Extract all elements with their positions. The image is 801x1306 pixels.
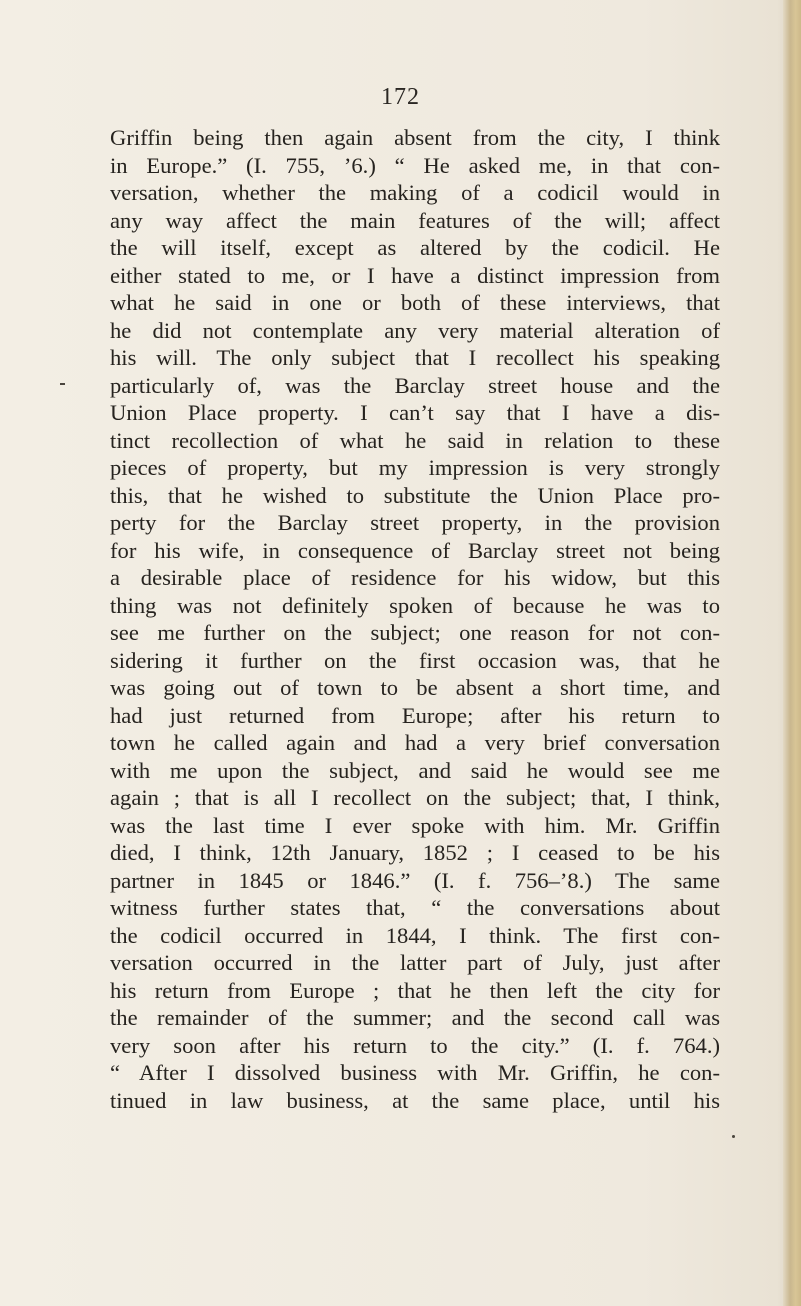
text-line: either stated to me, or I have a distinct impression from — [110, 262, 720, 288]
page-number: 172 — [381, 84, 420, 110]
text-line: thing was not definitely spoken of because he was to — [110, 592, 720, 618]
margin-mark — [60, 383, 65, 385]
text-line: the will itself, except as altered by the codicil. He — [110, 235, 720, 260]
text-line: died, I think, 12th January, 1852 ; I ceased to be his — [110, 840, 720, 865]
text-line: “ After I dissolved business with Mr. Griffin, he con- — [110, 1060, 720, 1085]
text-line: any way affect the main features of the will; affect — [110, 207, 720, 233]
text-line: was the last time I ever spoke with him. Mr. Griffin — [110, 812, 720, 838]
text-line: this, that he wished to substitute the Union Place pro- — [110, 482, 720, 508]
text-line: town he called again and had a very brief conversation — [110, 730, 720, 755]
text-line: for his wife, in consequence of Barclay street not being — [110, 537, 720, 563]
text-line: pieces of property, but my impression is very strongly — [110, 455, 720, 480]
text-line: versation occurred in the latter part of July, just after — [110, 950, 720, 975]
body-text — [110, 124, 720, 1114]
text-line: again ; that is all I recollect on the subject; that, I think, — [110, 785, 720, 810]
margin-mark — [732, 1135, 735, 1138]
text-line: sidering it further on the first occasion was, that he — [110, 647, 720, 673]
text-line: a desirable place of residence for his widow, but this — [110, 565, 720, 590]
text-line: partner in 1845 or 1846.” (I. f. 756–’8.) The same — [110, 867, 720, 893]
text-line: the remainder of the summer; and the second call was — [110, 1005, 720, 1030]
text-line: his return from Europe ; that he then left the city for — [110, 977, 720, 1003]
text-line: in Europe.” (I. 755, ’6.) “ He asked me, in that con- — [110, 152, 720, 178]
text-line: Griffin being then again absent from the city, I think — [110, 125, 720, 150]
text-line: versation, whether the making of a codicil would in — [110, 180, 720, 205]
text-line: very soon after his return to the city.” (I. f. 764.) — [110, 1032, 720, 1058]
text-line: see me further on the subject; one reason for not con- — [110, 620, 720, 645]
page-edge — [783, 0, 801, 1306]
text-line: his will. The only subject that I recollect his speaking — [110, 345, 720, 370]
text-line: had just returned from Europe; after his return to — [110, 702, 720, 728]
text-line: particularly of, was the Barclay street house and the — [110, 372, 720, 398]
text-line: perty for the Barclay street property, in the provision — [110, 510, 720, 535]
text-line: witness further states that, “ the conversations about — [110, 895, 720, 920]
text-line: what he said in one or both of these interviews, that — [110, 290, 720, 315]
text-line: tinct recollection of what he said in relation to these — [110, 427, 720, 453]
text-line: he did not contemplate any very material alteration of — [110, 317, 720, 343]
text-line: tinued in law business, at the same place, until his — [110, 1087, 720, 1113]
text-line: was going out of town to be absent a short time, and — [110, 675, 720, 700]
text-line: with me upon the subject, and said he would see me — [110, 757, 720, 783]
text-line: the codicil occurred in 1844, I think. The first con- — [110, 922, 720, 948]
text-line: Union Place property. I can’t say that I have a dis- — [110, 400, 720, 425]
